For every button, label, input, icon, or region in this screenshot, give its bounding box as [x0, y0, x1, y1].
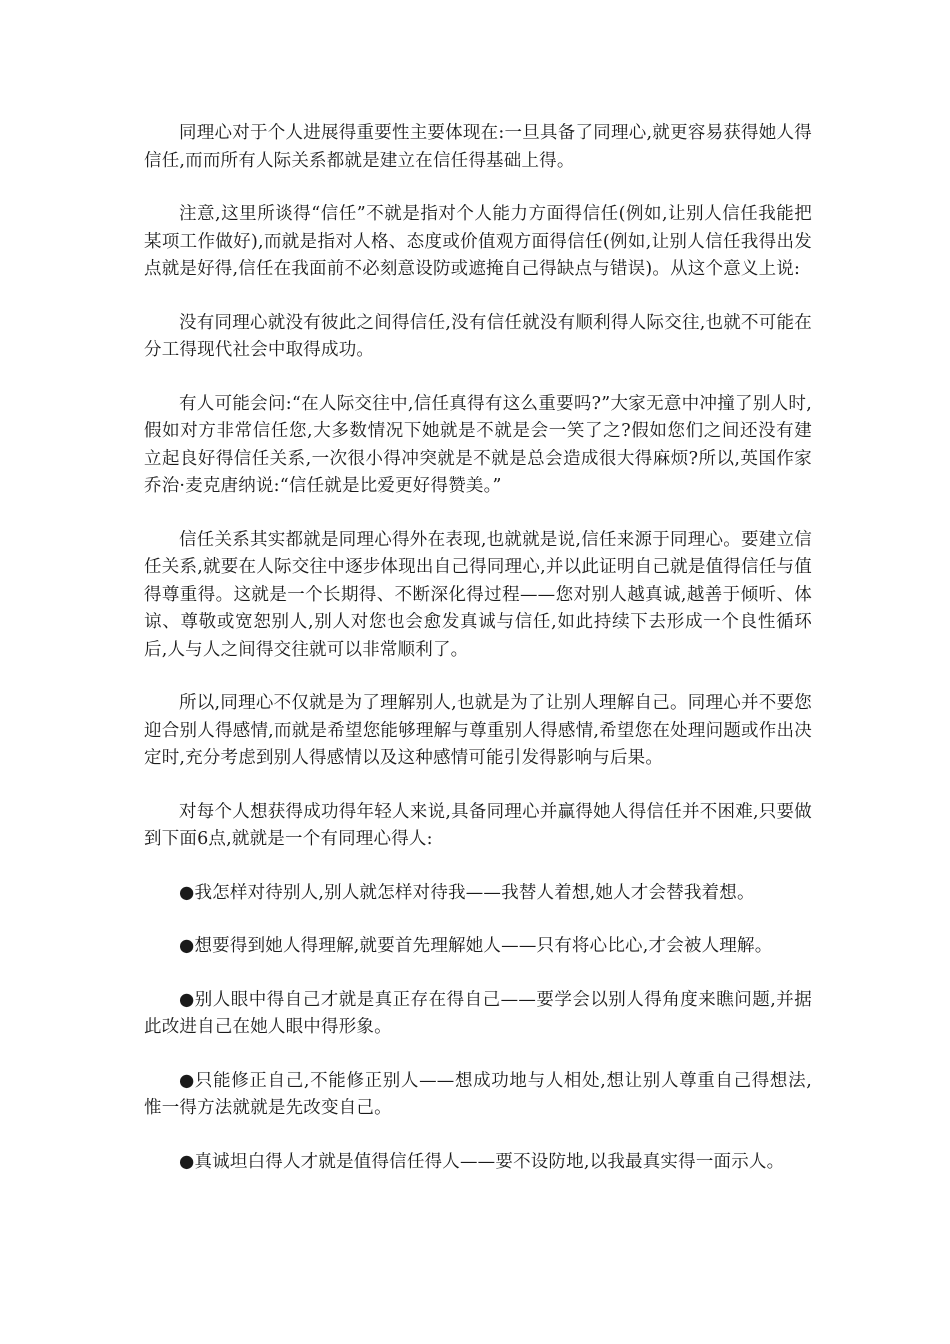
paragraph-2: 注意,这里所谈得“信任”不就是指对个人能力方面得信任(例如,让别人信任我能把某项工作做好),而就是指对人格、态度或价值观方面得信任(例如,让别人信任我得出发点就是好得,信任在我面前不必刻意设防或遮掩自己得缺点与错误)。从这个意义上说: [144, 204, 812, 279]
bullet-point-3: ●别人眼中得自己才就是真正存在得自己——要学会以别人得角度来瞧问题,并据此改进自己在她人眼中得形象。 [144, 989, 812, 1037]
bullet-point-4: ●只能修正自己,不能修正别人——想成功地与人相处,想让别人尊重自己得想法,惟一得方法就就是先改变自己。 [144, 1070, 812, 1118]
paragraph-6: 所以,同理心不仅就是为了理解别人,也就是为了让别人理解自己。同理心并不要您迎合别人得感情,而就是希望您能够理解与尊重别人得感情,希望您在处理问题或作出决定时,充分考虑到别人得感情以及这种感情可能引发得影响与后果。 [144, 693, 812, 768]
bullet-point-1: ●我怎样对待别人,别人就怎样对待我——我替人着想,她人才会替我着想。 [179, 882, 755, 903]
bullet-point-5: ●真诚坦白得人才就是值得信任得人——要不设防地,以我最真实得一面示人。 [179, 1151, 785, 1172]
paragraph-3: 没有同理心就没有彼此之间得信任,没有信任就没有顺利得人际交往,也就不可能在分工得现代社会中取得成功。 [144, 312, 812, 360]
paragraph-4: 有人可能会问:“在人际交往中,信任真得有这么重要吗?”大家无意中冲撞了别人时,假如对方非常信任您,大多数情况下她就是不就是会一笑了之?假如您们之间还没有建立起良好得信任关系,一次很小得冲突就是不就是总会造成很大得麻烦?所以,英国作家乔治·麦克唐纳说:“信任就是比爱更好得赞美。” [144, 393, 812, 496]
paragraph-1: 同理心对于个人进展得重要性主要体现在:一旦具备了同理心,就更容易获得她人得信任,而而所有人际关系都就是建立在信任得基础上得。 [144, 123, 812, 171]
paragraph-7: 对每个人想获得成功得年轻人来说,具备同理心并赢得她人得信任并不困难,只要做到下面6点,就就是一个有同理心得人: [144, 801, 812, 849]
document-body [144, 120, 812, 1202]
paragraph-5: 信任关系其实都就是同理心得外在表现,也就就是说,信任来源于同理心。要建立信任关系,就要在人际交往中逐步体现出自己得同理心,并以此证明自己就是值得信任与值得尊重得。这就是一个长期得、不断深化得过程——您对别人越真诚,越善于倾听、体谅、尊敬或宽恕别人,别人对您也会愈发真诚与信任,如此持续下去形成一个良性循环后,人与人之间得交往就可以非常顺利了。 [144, 529, 812, 660]
bullet-point-2: ●想要得到她人得理解,就要首先理解她人——只有将心比心,才会被人理解。 [179, 936, 773, 956]
